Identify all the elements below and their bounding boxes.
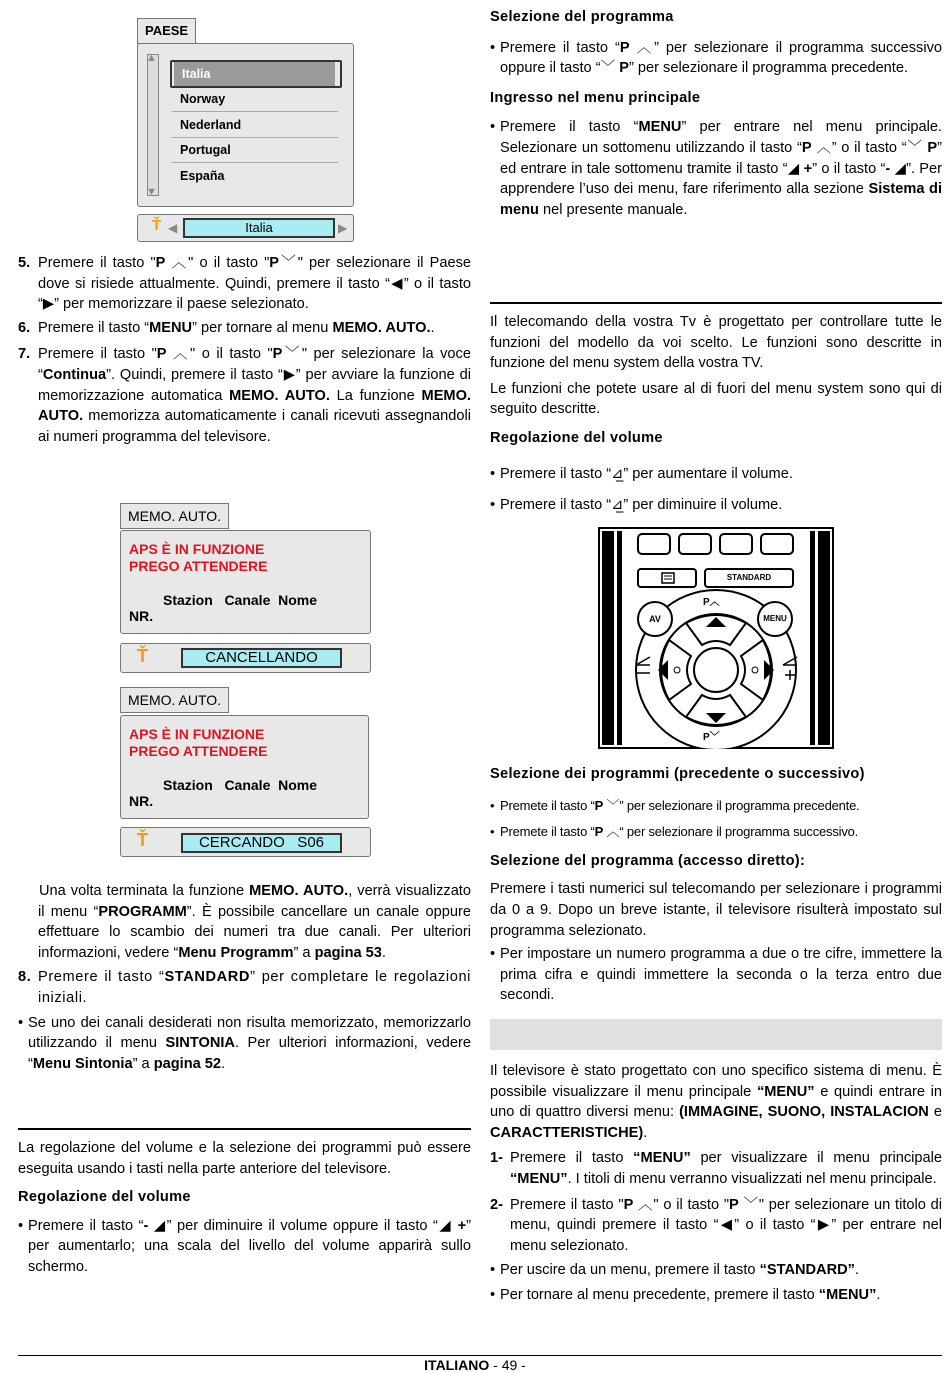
chevron-up-icon: ︿ (166, 346, 191, 363)
chevron-up-icon: ︿ (629, 39, 655, 56)
left-volume-heading: Regolazione del volume (18, 1189, 191, 1206)
volume-ramp-icon: ◢ (437, 1217, 458, 1234)
memo1-status-line1: APS È IN FUNZIONE (129, 541, 265, 557)
memo1-tab: MEMO. AUTO. (120, 503, 229, 529)
divider (18, 1128, 471, 1130)
chevron-up-icon: ︿ (633, 1196, 654, 1213)
program-select-bullet: • Premere il tasto “P ︿” per selezionare il programma successivo oppure il tasto “﹀ P” per selezionare il programma precedente. (490, 39, 942, 77)
chevron-down-icon: ﹀ (738, 1196, 759, 1213)
menu-step-2: 2- Premere il tasto "P ︿" o il tasto "P ﹀" per selezionare un titolo di menu, quindi premere il tasto “◀” o il tasto “▶” per entrare nel menu selezionato. (490, 1196, 942, 1254)
step-5: 5. Premere il tasto "P ︿" o il tasto "P﹀" per selezionare il Paese dove si risiede attualmente. Quindi, premere il tasto “◀” o il tasto “▶” per memorizzare il paese selezionato. (18, 255, 471, 313)
prog-prev-bullet: • Premete il tasto “P ﹀” per selezionare il programma precedente. (490, 797, 860, 813)
triangle-right-icon: ▶ (282, 366, 296, 383)
volume-down-bullet: • Premere il tasto “⊿̲” per diminuire il volume. (490, 497, 783, 514)
chevron-down-icon: ﹀ (600, 60, 620, 77)
volume-minus-icon: ⊿̲ (611, 497, 624, 514)
menu-step-1: 1- Premere il tasto “MENU” per visualizzare il menu principale “MENU”. I titoli di menu verranno visualizzati nel menu principale. (490, 1150, 943, 1187)
volume-ramp-icon: ◢ (890, 160, 907, 177)
direct-access-heading: Selezione del programma (accesso diretto): (490, 852, 806, 869)
triangle-left-icon: ◀ (718, 1217, 735, 1234)
memo1-columns: Stazion Canale Nome (163, 592, 318, 608)
step-6: 6. Premere il tasto “MENU” per tornare al menu MEMO. AUTO.. (18, 319, 435, 336)
paese-item-nederland[interactable]: Nederland (172, 113, 338, 138)
chevron-up-icon: ︿ (811, 139, 832, 156)
footer-rule (18, 1355, 942, 1356)
page-footer: ITALIANO - 49 - (424, 1357, 526, 1373)
memo1-status-line2: PREGO ATTENDERE (129, 558, 268, 574)
prog-prev-next-heading: Selezione dei programmi (precedente o successivo) (490, 766, 865, 782)
memo2-tab: MEMO. AUTO. (120, 687, 229, 713)
chevron-down-icon: ﹀ (282, 346, 302, 363)
left-volume-bullet: • Premere il tasto “- ◢” per diminuire il volume oppure il tasto “◢ +” per aumentarlo; una scala del livello del volume apparirà sullo schermo. (18, 1217, 471, 1275)
menu-system-text: Il televisore è stato progettato con uno specifico sistema di menu. È possibile visualizzare il menu principale “MENU” e quindi entrare in uno di quattro diversi menu: (IMMAGINE, SUONO, INSTALACION e CARACTTERISTICHE). (490, 1063, 942, 1141)
main-menu-heading: Ingresso nel menu principale (490, 89, 701, 106)
memo1-status-field: CANCELLANDO (181, 648, 342, 668)
memo2-status-line2: PREGO ATTENDERE (129, 743, 268, 759)
arrow-right-icon[interactable]: ▶ (338, 221, 348, 235)
menu-system-heading-bar (490, 1019, 942, 1050)
memo2-status-field: CERCANDO S06 (181, 833, 342, 853)
direct-access-text: Premere i tasti numerici sul telecomando per selezionare i programmi da 0 a 9. Dopo un breve istante, il televisore risulterà impostato sul programma selezionato. (490, 881, 942, 939)
chevron-up-icon: ︿ (603, 824, 620, 840)
prog-next-bullet: • Premete il tasto “P ︿“ per selezionare il programma successivo. (490, 824, 859, 840)
back-menu-bullet: • Per tornare al menu precedente, premere il tasto “MENU”. (490, 1286, 881, 1303)
triangle-right-icon: ▶ (42, 296, 55, 313)
memo1-panel (120, 530, 371, 634)
wrench-icon: Ť (152, 217, 162, 234)
step-7: 7. Premere il tasto "P ︿" o il tasto "P﹀" per selezionare la voce “Continua”. Quindi, premere il tasto “▶” per avviare la funzione di memorizzazione automatica MEMO. AUTO. La funzione MEMO. AUTO. memorizza automaticamente i canali ricevuti assegnandoli ai numeri programma del televisore. (18, 346, 471, 445)
program-select-heading: Selezione del programma (490, 9, 674, 25)
main-menu-bullet: • Premere il tasto “MENU” per entrare nel menu principale. Selezionare un sottomenu utilizzando il tasto “P ︿” o il tasto “﹀ P” ed entrare in tale sottomenu tramite il tasto “◢ +” o il tasto “- ◢”. Per apprendere l’uso dei menu, fare riferimento alla sezione Sistema di menu nel presente manuale. (490, 119, 943, 218)
step-8: 8. Premere il tasto “STANDARD” per completare le regolazioni iniziali. (18, 969, 472, 1006)
remote-av-button: AV (649, 614, 661, 624)
scroll-track[interactable] (147, 54, 159, 196)
paese-item-espana[interactable]: España (180, 169, 225, 183)
paese-item-italia[interactable]: Italia (174, 62, 335, 86)
front-controls-text: La regolazione del volume e la selezione dei programmi può essere eseguita usando i tasti nella parte anteriore del televisore. (18, 1140, 471, 1177)
after-memo-paragraph: Una volta terminata la funzione MEMO. AUTO., verrà visualizzato il menu “PROGRAMM”. È possibile cancellare un canale oppure effettuare lo scambio dei numeri tra due canali. Per ulteriori informazioni, vedere “Menu Programm” a pagina 53. (38, 883, 471, 961)
wrench-icon: Ť (137, 830, 148, 850)
remote-menu-button: MENU (763, 614, 787, 623)
memo2-nr: NR. (129, 793, 154, 809)
scroll-up-icon[interactable]: ▲ (146, 52, 157, 64)
direct-access-bullet: • Per impostare un numero programma a due o tre cifre, immettere la prima cifra e quindi immettere la seconda o la terza entro due secondi. (490, 946, 942, 1004)
memo2-columns: Stazion Canale Nome (163, 777, 318, 793)
memo1-nr: NR. (129, 608, 154, 624)
chevron-up-icon: ︿ (165, 255, 189, 271)
scroll-down-icon[interactable]: ▼ (146, 186, 157, 198)
volume-up-bullet: • Premere il tasto “⊿̲” per aumentare il volume. (490, 465, 793, 482)
remote-standard-button: STANDARD (726, 573, 772, 582)
memo2-status-line1: APS È IN FUNZIONE (129, 726, 265, 742)
volume-ramp-icon: ◢ (787, 160, 804, 177)
remote-p-down-label: P﹀ (703, 732, 720, 743)
remote-intro-text-2: Le funzioni che potete usare al di fuori del menu system sono qui di seguito descritte. (490, 380, 942, 418)
wrench-icon: Ť (137, 646, 148, 666)
volume-plus-icon: ⊿̲ (611, 465, 624, 482)
remote-intro-text: Il telecomando della vostra Tv è progettato per controllare tutte le funzioni del modello da voi scelto. Le funzioni sono descritte in funzione del menu system della vostra TV. (490, 314, 942, 372)
remote-p-up-label: P︿ (703, 597, 720, 608)
remote-control-illustration (598, 527, 834, 749)
divider (490, 302, 942, 304)
paese-current-field: Italia (183, 218, 335, 238)
right-volume-heading: Regolazione del volume (490, 429, 663, 446)
triangle-left-icon: ◀ (389, 275, 404, 292)
paese-item-portugal[interactable]: Portugal (172, 138, 338, 163)
arrow-left-icon[interactable]: ◀ (168, 221, 178, 235)
paese-item-norway[interactable]: Norway (172, 87, 338, 112)
volume-ramp-icon: ◢ (148, 1217, 167, 1234)
chevron-down-icon: ﹀ (603, 797, 620, 813)
missing-channel-bullet: • Se uno dei canali desiderati non risulta memorizzato, memorizzarlo utilizzando il menu SINTONIA. Per ulteriori informazioni, vedere “Menu Sintonia” a pagina 52. (18, 1014, 471, 1072)
chevron-down-icon: ﹀ (279, 255, 298, 271)
memo2-panel (120, 715, 369, 819)
chevron-down-icon: ﹀ (906, 139, 928, 156)
paese-menu-tab: PAESE (137, 18, 196, 44)
exit-menu-bullet: • Per uscire da un menu, premere il tasto “STANDARD”. (490, 1262, 860, 1279)
triangle-right-icon: ▶ (815, 1217, 832, 1234)
